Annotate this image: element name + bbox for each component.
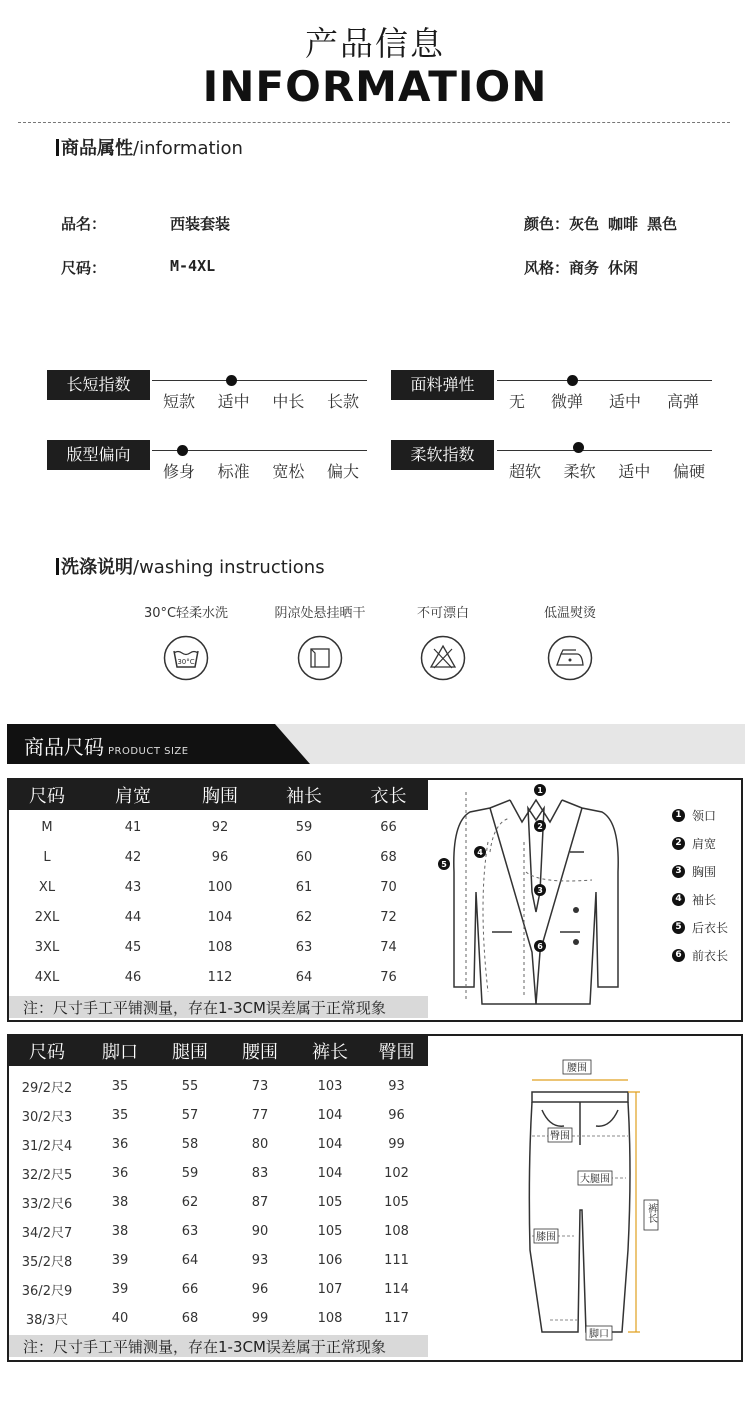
table-body xyxy=(9,810,428,992)
legend-item xyxy=(672,829,728,857)
page-title-cn: 产品信息 xyxy=(305,24,445,63)
legend-number: 2 xyxy=(672,837,685,850)
size-title-en: PRODUCT SIZE xyxy=(108,746,189,757)
table-cell: 4XL xyxy=(34,969,60,985)
table-header-cell: 衣长 xyxy=(370,786,407,807)
table-cell: 63 xyxy=(181,1224,199,1239)
table-cell: 80 xyxy=(251,1137,269,1152)
table-header-cell: 肩宽 xyxy=(115,786,151,807)
table-cell: 35/2尺8 xyxy=(21,1255,73,1270)
wash-label: 30°C轻柔水洗 xyxy=(143,606,229,621)
table-cell: 35 xyxy=(111,1079,129,1094)
table-row xyxy=(9,932,428,962)
scale-option: 柔软 xyxy=(563,462,596,481)
table-cell: 44 xyxy=(124,909,142,925)
legend-label: 领口 xyxy=(692,808,717,823)
washing-section-heading xyxy=(56,553,325,579)
table-cell: 59 xyxy=(295,819,313,835)
attr-size-value: M-4XL xyxy=(170,257,216,275)
table-row xyxy=(9,1246,428,1275)
table-cell: 104 xyxy=(317,1166,343,1181)
legend-label: 袖长 xyxy=(692,892,717,907)
scale-option: 高弹 xyxy=(666,392,699,411)
legend-item xyxy=(672,941,728,969)
scale-options xyxy=(509,459,705,482)
wash-item xyxy=(265,602,375,685)
size-title-cn: 商品尺码 xyxy=(24,735,104,759)
table-cell: 61 xyxy=(295,879,313,895)
table-header xyxy=(9,1036,428,1066)
table-cell: 43 xyxy=(124,879,142,895)
table-row xyxy=(9,842,428,872)
wash-label: 不可漂白 xyxy=(416,606,469,621)
scale-option: 长款 xyxy=(326,392,359,411)
table-cell: 117 xyxy=(384,1311,409,1326)
table-row xyxy=(9,1159,428,1188)
table-cell: 39 xyxy=(111,1253,129,1268)
table-cell: 46 xyxy=(124,969,142,985)
scale-elasticity xyxy=(391,370,494,400)
table-body xyxy=(9,1066,428,1333)
attr-color-label: 颜色： xyxy=(524,215,570,233)
table-cell: L xyxy=(43,849,51,865)
legend-label: 胸围 xyxy=(692,864,717,879)
table-row xyxy=(9,1304,428,1333)
scale-options xyxy=(163,459,359,482)
table-header xyxy=(9,780,428,810)
wash-label: 低温熨烫 xyxy=(543,606,596,621)
scale-option: 标准 xyxy=(217,462,250,481)
legend-number: 3 xyxy=(672,865,685,878)
table-row xyxy=(9,1130,428,1159)
scale-label: 版型偏向 xyxy=(47,440,150,470)
legend-number: 4 xyxy=(672,893,685,906)
jacket-legend xyxy=(672,801,728,969)
svg-text:4: 4 xyxy=(477,848,483,857)
product-section-en: /information xyxy=(133,138,243,159)
table-cell: 74 xyxy=(380,939,397,955)
table-cell: 40 xyxy=(111,1311,129,1326)
table-cell: 96 xyxy=(251,1282,269,1297)
svg-text:1: 1 xyxy=(537,786,543,795)
legend-number: 6 xyxy=(672,949,685,962)
table-cell: 38 xyxy=(111,1195,129,1210)
attr-size-label: 尺码： xyxy=(61,259,107,277)
table-row xyxy=(9,1217,428,1246)
table-cell: 3XL xyxy=(34,939,60,955)
table-cell: 96 xyxy=(211,849,229,865)
attr-style-label: 风格： xyxy=(524,259,570,277)
legend-label: 肩宽 xyxy=(692,836,717,851)
svg-text:2: 2 xyxy=(537,822,543,831)
table-cell: 41 xyxy=(124,819,142,835)
table-cell: 104 xyxy=(317,1108,343,1123)
scale-option: 宽松 xyxy=(272,462,305,481)
scale-length xyxy=(47,370,150,400)
wash-label: 阴凉处悬挂晒干 xyxy=(274,606,366,621)
diagram-label-hip: 臀围 xyxy=(550,1131,570,1142)
table-header-cell: 裤长 xyxy=(312,1042,348,1063)
table-cell: 62 xyxy=(295,909,313,925)
svg-text:3: 3 xyxy=(537,886,543,895)
scale-option: 短款 xyxy=(163,392,196,411)
legend-label: 后衣长 xyxy=(692,920,729,935)
table-cell: 34/2尺7 xyxy=(21,1226,73,1241)
table-cell: 106 xyxy=(317,1253,343,1268)
diagram-label-thigh: 大腿围 xyxy=(580,1174,610,1185)
scale-option: 适中 xyxy=(217,392,250,411)
scale-marker xyxy=(573,442,584,453)
table-cell: 70 xyxy=(380,879,397,895)
table-header-cell: 尺码 xyxy=(29,1042,65,1063)
table-cell: 58 xyxy=(181,1137,199,1152)
scale-label: 柔软指数 xyxy=(391,440,494,470)
table-cell: 77 xyxy=(251,1108,269,1123)
table-cell: 36/2尺9 xyxy=(21,1284,73,1299)
table-cell: 38/3尺 xyxy=(25,1313,69,1328)
legend-number: 5 xyxy=(672,921,685,934)
table-cell: 92 xyxy=(211,819,229,835)
table-row xyxy=(9,1101,428,1130)
table-cell: 100 xyxy=(207,879,233,895)
table-row xyxy=(9,812,428,842)
scale-option: 中长 xyxy=(272,392,305,411)
table-cell: M xyxy=(41,819,53,835)
table-cell: 114 xyxy=(384,1282,409,1297)
table-cell: 59 xyxy=(181,1166,199,1181)
table-row xyxy=(9,1072,428,1101)
table-cell: 45 xyxy=(124,939,142,955)
page-title-en: INFORMATION xyxy=(202,62,548,111)
table-cell: 108 xyxy=(317,1311,343,1326)
table-cell: 90 xyxy=(251,1224,269,1239)
attr-style xyxy=(524,257,638,278)
table-cell: 38 xyxy=(111,1224,129,1239)
table-cell: 103 xyxy=(317,1079,343,1094)
attr-color xyxy=(524,213,677,234)
table-cell: 96 xyxy=(388,1108,405,1123)
table-cell: 105 xyxy=(317,1224,343,1239)
table-row xyxy=(9,1275,428,1304)
table-row xyxy=(9,902,428,932)
table-cell: 99 xyxy=(388,1137,405,1152)
scale-option: 超软 xyxy=(509,462,542,481)
table-cell: 32/2尺5 xyxy=(21,1168,73,1183)
wash-temp-text: 30°C xyxy=(177,658,195,666)
table-cell: 39 xyxy=(111,1282,129,1297)
table-header-cell: 尺码 xyxy=(29,786,65,807)
table-cell: 108 xyxy=(384,1224,409,1239)
scale-options xyxy=(163,389,359,412)
table-note: 注：尺寸手工平铺测量，存在1-3CM误差属于正常现象 xyxy=(9,1335,428,1357)
table-cell: 68 xyxy=(380,849,397,865)
table-cell: 73 xyxy=(251,1079,269,1094)
diagram-label-hem: 脚口 xyxy=(589,1329,609,1340)
table-cell: 57 xyxy=(181,1108,199,1123)
scale-option: 偏大 xyxy=(326,462,359,481)
table-row xyxy=(9,1188,428,1217)
washing-section-cn: 洗涤说明 xyxy=(61,557,133,578)
wash-30-icon xyxy=(163,635,209,681)
scale-marker xyxy=(226,375,237,386)
pants-diagram xyxy=(520,1050,680,1350)
legend-item xyxy=(672,913,728,941)
scale-softness xyxy=(391,440,494,470)
heading-bar xyxy=(56,139,59,156)
table-header-cell: 腰围 xyxy=(242,1042,278,1063)
table-cell: 63 xyxy=(295,939,313,955)
scale-marker xyxy=(567,375,578,386)
table-cell: 83 xyxy=(251,1166,269,1181)
wash-item xyxy=(515,602,625,685)
scale-option: 微弹 xyxy=(550,392,583,411)
scale-label: 长短指数 xyxy=(47,370,150,400)
hang-dry-icon xyxy=(297,635,343,681)
table-cell: 111 xyxy=(384,1253,409,1268)
table-cell: 30/2尺3 xyxy=(21,1110,73,1125)
table-cell: 31/2尺4 xyxy=(21,1139,73,1154)
table-cell: 104 xyxy=(317,1137,343,1152)
scale-option: 偏硬 xyxy=(672,462,705,481)
scale-option: 修身 xyxy=(163,462,196,481)
scale-option: 无 xyxy=(509,392,526,411)
attr-name-value: 西装套装 xyxy=(170,215,231,233)
table-cell: 36 xyxy=(111,1166,129,1181)
no-bleach-icon xyxy=(420,635,466,681)
scale-fit xyxy=(47,440,150,470)
table-cell: 35 xyxy=(111,1108,129,1123)
pants-size-table xyxy=(9,1036,428,1357)
table-cell: 29/2尺2 xyxy=(21,1081,73,1096)
table-cell: 60 xyxy=(295,849,313,865)
table-cell: 72 xyxy=(380,909,397,925)
scale-option: 适中 xyxy=(608,392,641,411)
table-row xyxy=(9,872,428,902)
jacket-size-table xyxy=(9,780,428,1018)
scale-track xyxy=(497,450,712,451)
legend-item xyxy=(672,801,728,829)
table-cell: 42 xyxy=(124,849,142,865)
legend-item xyxy=(672,857,728,885)
table-cell: 2XL xyxy=(34,909,60,925)
table-cell: 64 xyxy=(181,1253,199,1268)
table-header-cell: 脚口 xyxy=(102,1042,138,1063)
table-cell: 87 xyxy=(251,1195,269,1210)
legend-label: 前衣长 xyxy=(692,948,729,963)
table-cell: 105 xyxy=(384,1195,409,1210)
iron-low-icon xyxy=(547,635,593,681)
table-header-cell: 袖长 xyxy=(286,786,322,807)
table-cell: 105 xyxy=(317,1195,343,1210)
table-cell: 108 xyxy=(207,939,233,955)
svg-text:5: 5 xyxy=(441,860,447,869)
diagram-label-waist: 腰围 xyxy=(567,1063,587,1074)
legend-number: 1 xyxy=(672,809,685,822)
table-cell: 76 xyxy=(380,969,397,985)
attr-name-label: 品名： xyxy=(61,215,107,233)
diagram-label-knee: 膝围 xyxy=(536,1232,556,1243)
header-divider xyxy=(18,122,730,123)
scale-option: 适中 xyxy=(618,462,651,481)
table-header-cell: 臀围 xyxy=(378,1042,415,1063)
scale-options xyxy=(509,389,699,412)
table-cell: 36 xyxy=(111,1137,129,1152)
attr-color-value: 灰色 咖啡 黑色 xyxy=(569,215,678,233)
jacket-diagram xyxy=(432,782,642,1018)
table-cell: 64 xyxy=(295,969,313,985)
attr-style-value: 商务 休闲 xyxy=(569,259,639,277)
table-cell: 55 xyxy=(181,1079,199,1094)
washing-section-en: /washing instructions xyxy=(133,557,325,578)
table-cell: 107 xyxy=(317,1282,343,1297)
table-cell: 102 xyxy=(384,1166,409,1181)
scale-marker xyxy=(177,445,188,456)
table-cell: 93 xyxy=(388,1079,405,1094)
wash-item xyxy=(388,602,498,685)
product-section-heading xyxy=(56,134,243,160)
table-header-cell: 胸围 xyxy=(202,786,238,807)
table-cell: 66 xyxy=(181,1282,199,1297)
scale-track xyxy=(497,380,712,381)
table-cell: 104 xyxy=(207,909,233,925)
diagram-label-length: 裤长 xyxy=(645,1203,657,1223)
wash-item xyxy=(131,602,241,685)
table-cell: 99 xyxy=(251,1311,269,1326)
size-banner-title xyxy=(24,731,189,760)
heading-bar xyxy=(56,558,59,575)
table-header-cell: 腿围 xyxy=(172,1042,208,1063)
scale-track xyxy=(152,380,367,381)
table-row xyxy=(9,962,428,992)
scale-label: 面料弹性 xyxy=(391,370,494,400)
table-cell: XL xyxy=(38,879,56,895)
svg-text:6: 6 xyxy=(537,942,543,951)
table-cell: 68 xyxy=(181,1311,199,1326)
product-section-cn: 商品属性 xyxy=(61,138,133,159)
table-cell: 62 xyxy=(181,1195,199,1210)
table-cell: 66 xyxy=(380,819,397,835)
table-cell: 112 xyxy=(207,969,233,985)
table-note: 注：尺寸手工平铺测量，存在1-3CM误差属于正常现象 xyxy=(9,996,428,1018)
table-cell: 33/2尺6 xyxy=(21,1197,73,1212)
legend-item xyxy=(672,885,728,913)
table-cell: 93 xyxy=(251,1253,269,1268)
